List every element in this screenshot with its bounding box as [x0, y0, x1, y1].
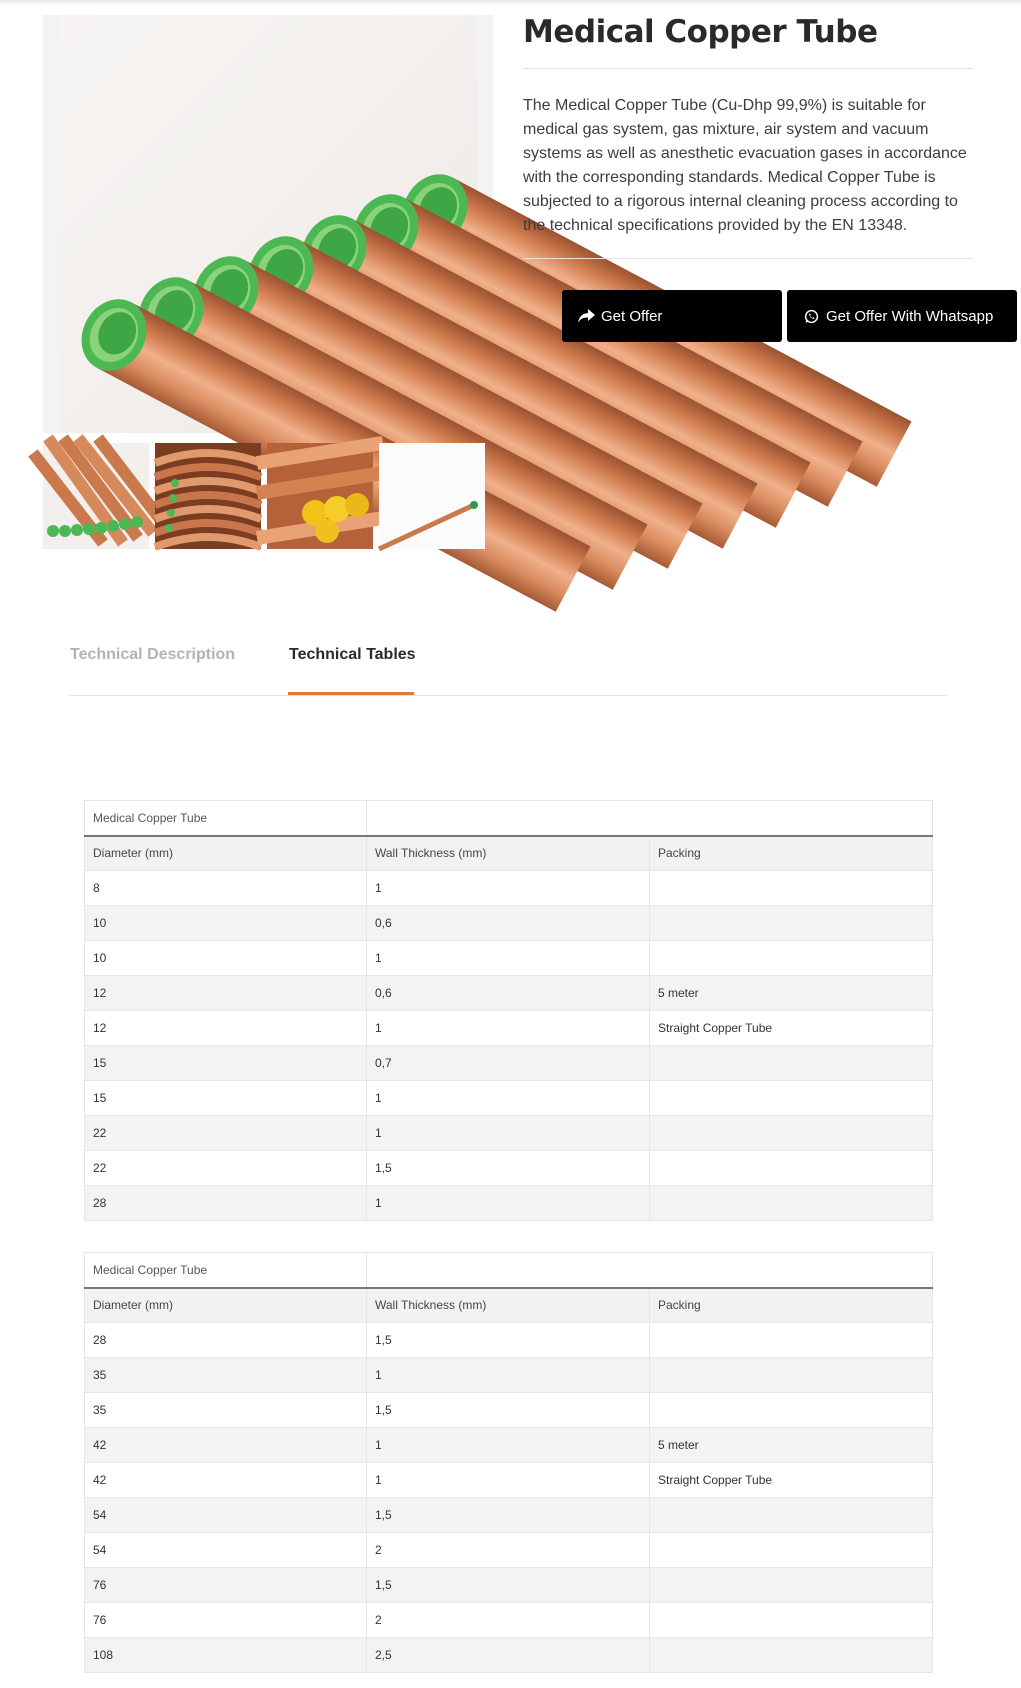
cell-packing: [650, 1638, 933, 1673]
header-diameter: Diameter (mm): [85, 836, 367, 871]
spec-table-1: [84, 800, 933, 1221]
table-row: [85, 1186, 933, 1221]
table-row: [85, 1116, 933, 1151]
table-row: [85, 1603, 933, 1638]
divider: [523, 258, 973, 259]
cell-wall-thickness: 1: [367, 1463, 650, 1498]
cell-wall-thickness: 2: [367, 1533, 650, 1568]
cell-wall-thickness: 1: [367, 1428, 650, 1463]
copper-tubes-photo: [59, 15, 477, 433]
header-packing: Packing: [650, 1288, 933, 1323]
table-row: [85, 1498, 933, 1533]
table-row: [85, 1428, 933, 1463]
cell-wall-thickness: 1: [367, 1116, 650, 1151]
table-row: [85, 1151, 933, 1186]
cell-diameter: 54: [85, 1533, 367, 1568]
thumbnail-copper-coil[interactable]: [155, 443, 261, 549]
table-caption-row: [85, 801, 933, 836]
cell-packing: [650, 1533, 933, 1568]
get-offer-whatsapp-label: Get Offer With Whatsapp: [826, 307, 994, 325]
cell-wall-thickness: 1: [367, 1186, 650, 1221]
cell-packing: [650, 941, 933, 976]
table-caption-empty: [367, 801, 933, 836]
cell-diameter: 15: [85, 1046, 367, 1081]
cell-diameter: 22: [85, 1116, 367, 1151]
cell-wall-thickness: 1,5: [367, 1498, 650, 1533]
table-caption: Medical Copper Tube: [85, 801, 367, 836]
cell-wall-thickness: 1: [367, 1358, 650, 1393]
table-row: [85, 1533, 933, 1568]
table-row: [85, 976, 933, 1011]
table-row: [85, 1323, 933, 1358]
cell-packing: [650, 1186, 933, 1221]
cell-packing: [650, 1498, 933, 1533]
table-row: [85, 1358, 933, 1393]
get-offer-label: Get Offer: [601, 307, 663, 325]
cell-wall-thickness: 0,6: [367, 906, 650, 941]
cell-packing: [650, 1116, 933, 1151]
share-arrow-icon: [576, 307, 596, 325]
thumbnail-green-tubes[interactable]: [43, 443, 149, 549]
header-wall-thickness: Wall Thickness (mm): [367, 836, 650, 871]
cell-packing: [650, 1358, 933, 1393]
table-row: [85, 1638, 933, 1673]
cell-wall-thickness: 1: [367, 1081, 650, 1116]
cell-diameter: 28: [85, 1186, 367, 1221]
table-row: [85, 1393, 933, 1428]
cell-diameter: 35: [85, 1358, 367, 1393]
cell-packing: [650, 1568, 933, 1603]
cell-wall-thickness: 1,5: [367, 1568, 650, 1603]
cell-diameter: 54: [85, 1498, 367, 1533]
cell-packing: Straight Copper Tube: [650, 1011, 933, 1046]
get-offer-button[interactable]: [562, 290, 782, 342]
table-row: [85, 1081, 933, 1116]
cell-wall-thickness: 2: [367, 1603, 650, 1638]
cell-wall-thickness: 1: [367, 871, 650, 906]
cell-diameter: 108: [85, 1638, 367, 1673]
divider: [523, 68, 973, 69]
header-diameter: Diameter (mm): [85, 1288, 367, 1323]
cell-packing: [650, 1323, 933, 1358]
offer-buttons: [562, 290, 994, 342]
cell-diameter: 76: [85, 1603, 367, 1638]
cell-diameter: 42: [85, 1463, 367, 1498]
copper-tubes-illustration: [59, 15, 477, 433]
active-tab-indicator: [288, 692, 414, 695]
header-wall-thickness: Wall Thickness (mm): [367, 1288, 650, 1323]
cell-diameter: 8: [85, 871, 367, 906]
cell-wall-thickness: 1: [367, 941, 650, 976]
cell-diameter: 12: [85, 1011, 367, 1046]
table-caption: Medical Copper Tube: [85, 1253, 367, 1288]
top-shadow: [0, 0, 1021, 6]
cell-diameter: 12: [85, 976, 367, 1011]
spec-table-2: [84, 1252, 933, 1673]
thumbnail-strip: [43, 443, 493, 549]
whatsapp-icon: [801, 307, 821, 325]
table-row: [85, 871, 933, 906]
cell-diameter: 10: [85, 906, 367, 941]
cell-packing: 5 meter: [650, 1428, 933, 1463]
cell-packing: [650, 1081, 933, 1116]
cell-packing: [650, 1603, 933, 1638]
cell-diameter: 76: [85, 1568, 367, 1603]
tab-technical-description[interactable]: Technical Description: [70, 646, 236, 663]
table-header-row: [85, 836, 933, 871]
cell-diameter: 15: [85, 1081, 367, 1116]
table-row: [85, 1568, 933, 1603]
table-caption-row: [85, 1253, 933, 1288]
cell-wall-thickness: 0,6: [367, 976, 650, 1011]
table-header-row: [85, 1288, 933, 1323]
header-packing: Packing: [650, 836, 933, 871]
cell-wall-thickness: 2,5: [367, 1638, 650, 1673]
cell-diameter: 10: [85, 941, 367, 976]
cell-packing: 5 meter: [650, 976, 933, 1011]
table-row: [85, 1011, 933, 1046]
cell-wall-thickness: 1,5: [367, 1151, 650, 1186]
table-caption-empty: [367, 1253, 933, 1288]
cell-packing: [650, 1151, 933, 1186]
cell-packing: [650, 1046, 933, 1081]
table-row: [85, 906, 933, 941]
cell-packing: [650, 871, 933, 906]
cell-packing: Straight Copper Tube: [650, 1463, 933, 1498]
main-product-image[interactable]: [43, 15, 493, 433]
product-description: The Medical Copper Tube (Cu-Dhp 99,9%) is suitable for medical gas system, gas mixture, air system and vacuum systems as well as anesthetic evacuation gases in accordance with the corresponding standards. Medical Copper Tube is subjected to a rigorous internal cleaning process according to the technical specifications provided by the EN 13348.: [523, 97, 967, 234]
cell-wall-thickness: 1,5: [367, 1393, 650, 1428]
table-row: [85, 1046, 933, 1081]
tab-technical-tables[interactable]: Technical Tables: [289, 646, 416, 663]
cell-diameter: 22: [85, 1151, 367, 1186]
cell-packing: [650, 906, 933, 941]
thumbnail-yellow-caps[interactable]: [267, 443, 373, 549]
product-tabs: [69, 620, 947, 696]
cell-wall-thickness: 1,5: [367, 1323, 650, 1358]
table-row: [85, 1463, 933, 1498]
cell-wall-thickness: 0,7: [367, 1046, 650, 1081]
cell-packing: [650, 1393, 933, 1428]
cell-diameter: 35: [85, 1393, 367, 1428]
cell-diameter: 42: [85, 1428, 367, 1463]
cell-diameter: 28: [85, 1323, 367, 1358]
table-row: [85, 941, 933, 976]
get-offer-whatsapp-button[interactable]: [787, 290, 1017, 342]
thumbnail-single-tube[interactable]: [379, 443, 485, 549]
product-title: Medical Copper Tube: [523, 14, 878, 50]
cell-wall-thickness: 1: [367, 1011, 650, 1046]
